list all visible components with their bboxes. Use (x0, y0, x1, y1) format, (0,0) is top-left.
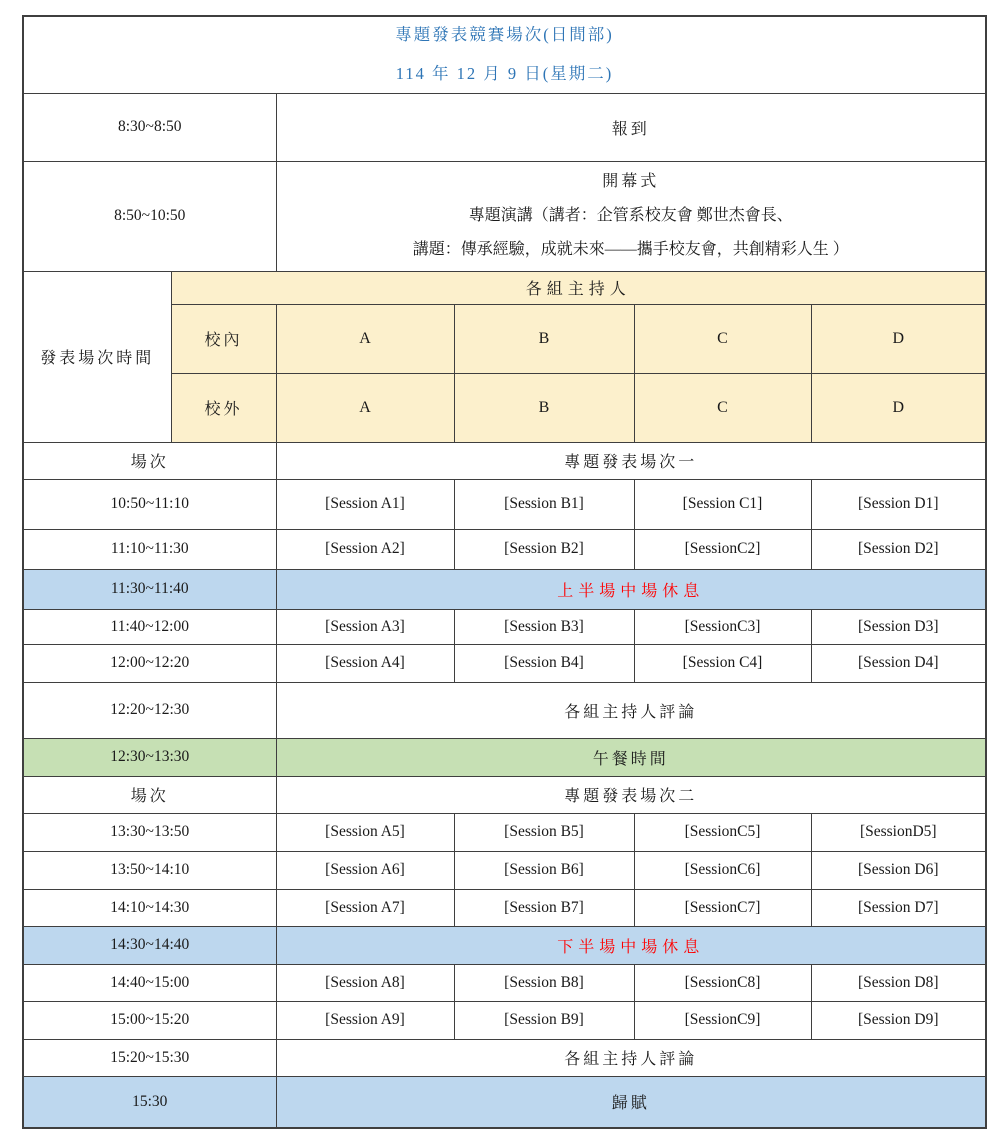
session-cell: [Session A7] (276, 889, 454, 926)
moderators-header-cell: 各組主持人 (171, 271, 986, 304)
moderators-header-row (23, 271, 986, 304)
time-cell: 10:50~11:10 (23, 479, 276, 529)
comment-row (23, 682, 986, 738)
moderator-group-cell: A (276, 373, 454, 442)
session-time-side-label: 發表場次時間 (23, 271, 171, 442)
event-date: 114 年 12 月 9 日(星期二) (395, 64, 614, 84)
session-cell: [SessionC9] (634, 1001, 811, 1039)
table-title-cell (23, 16, 986, 93)
session-cell: [SessionC7] (634, 889, 811, 926)
session-cell: [Session C4] (634, 644, 811, 682)
session-cell: [Session A5] (276, 813, 454, 851)
closing-cell: 歸賦 (276, 1076, 986, 1128)
time-cell: 14:10~14:30 (23, 889, 276, 926)
comment-row (23, 1039, 986, 1076)
session-row (23, 529, 986, 569)
external-row-label: 校外 (171, 373, 276, 442)
time-cell: 15:30 (23, 1076, 276, 1128)
lunch-cell: 午餐時間 (276, 738, 986, 776)
session-cell: [Session B9] (454, 1001, 634, 1039)
session-cell: [SessionC2] (634, 529, 811, 569)
time-cell: 14:40~15:00 (23, 964, 276, 1001)
time-cell: 13:50~14:10 (23, 851, 276, 889)
section-label-cell: 場次 (23, 776, 276, 813)
session-cell: [Session B5] (454, 813, 634, 851)
session2-header-row (23, 776, 986, 813)
time-cell: 15:20~15:30 (23, 1039, 276, 1076)
comment-cell: 各組主持人評論 (276, 682, 986, 738)
section-title-cell: 專題發表場次一 (276, 442, 986, 479)
session-cell: [Session A9] (276, 1001, 454, 1039)
session-cell: [Session B4] (454, 644, 634, 682)
session-row (23, 851, 986, 889)
session-row (23, 964, 986, 1001)
checkin-time-cell: 8:30~8:50 (23, 93, 276, 161)
session-row (23, 889, 986, 926)
moderator-group-cell: B (454, 304, 634, 373)
section-label-cell: 場次 (23, 442, 276, 479)
session-row (23, 479, 986, 529)
session-cell: [Session D4] (811, 644, 986, 682)
opening-speaker-line: 專題演講（講者：企管系校友會 鄭世杰會長、 (468, 207, 793, 224)
moderator-group-cell: D (811, 373, 986, 442)
session-cell: [Session C1] (634, 479, 811, 529)
closing-row (23, 1076, 986, 1128)
session-cell: [Session A3] (276, 609, 454, 644)
session-cell: [Session D1] (811, 479, 986, 529)
session-cell: [Session A4] (276, 644, 454, 682)
time-cell: 11:30~11:40 (23, 569, 276, 609)
time-cell: 11:10~11:30 (23, 529, 276, 569)
moderator-group-cell: A (276, 304, 454, 373)
event-title: 專題發表競賽場次(日間部) (395, 25, 614, 45)
moderator-group-cell: C (634, 373, 811, 442)
moderator-group-cell: D (811, 304, 986, 373)
break-label-cell: 上半場中場休息 (276, 569, 986, 609)
section-title-cell: 專題發表場次二 (276, 776, 986, 813)
time-cell: 12:20~12:30 (23, 682, 276, 738)
session-cell: [Session A6] (276, 851, 454, 889)
session-cell: [Session B2] (454, 529, 634, 569)
break-label-cell: 下半場中場休息 (276, 926, 986, 964)
session-cell: [Session D7] (811, 889, 986, 926)
time-cell: 11:40~12:00 (23, 609, 276, 644)
internal-row-label: 校內 (171, 304, 276, 373)
session-cell: [SessionC8] (634, 964, 811, 1001)
opening-row (23, 161, 986, 271)
opening-time-cell: 8:50~10:50 (23, 161, 276, 271)
session-cell: [Session A1] (276, 479, 454, 529)
moderator-group-cell: C (634, 304, 811, 373)
opening-title: 開幕式 (602, 173, 660, 190)
session-cell: [SessionC6] (634, 851, 811, 889)
time-cell: 12:30~13:30 (23, 738, 276, 776)
session-cell: [Session D2] (811, 529, 986, 569)
opening-topic-line: 講題：傳承經驗，成就未來——攜手校友會，共創精彩人生 ） (412, 241, 849, 258)
checkin-row (23, 93, 986, 161)
comment-cell: 各組主持人評論 (276, 1039, 986, 1076)
session-cell: [Session B1] (454, 479, 634, 529)
opening-cell (276, 161, 986, 271)
session-cell: [Session B7] (454, 889, 634, 926)
checkin-cell: 報到 (276, 93, 986, 161)
session-row (23, 813, 986, 851)
time-cell: 13:30~13:50 (23, 813, 276, 851)
session-cell: [Session B8] (454, 964, 634, 1001)
session-row (23, 609, 986, 644)
title-row (23, 16, 986, 93)
title-gap (26, 50, 983, 59)
session-cell: [Session D8] (811, 964, 986, 1001)
session-row (23, 644, 986, 682)
session1-header-row (23, 442, 986, 479)
session-cell: [Session A8] (276, 964, 454, 1001)
session-cell: [Session D9] (811, 1001, 986, 1039)
session-cell: [SessionC3] (634, 609, 811, 644)
time-cell: 14:30~14:40 (23, 926, 276, 964)
session-cell: [Session B6] (454, 851, 634, 889)
session-cell: [Session D6] (811, 851, 986, 889)
session-cell: [SessionD5] (811, 813, 986, 851)
lunch-row (23, 738, 986, 776)
session-row (23, 1001, 986, 1039)
break-row (23, 569, 986, 609)
moderator-group-cell: B (454, 373, 634, 442)
break-row (23, 926, 986, 964)
schedule-table (22, 15, 987, 1129)
time-cell: 15:00~15:20 (23, 1001, 276, 1039)
session-cell: [SessionC5] (634, 813, 811, 851)
session-cell: [Session D3] (811, 609, 986, 644)
time-cell: 12:00~12:20 (23, 644, 276, 682)
session-cell: [Session A2] (276, 529, 454, 569)
session-cell: [Session B3] (454, 609, 634, 644)
